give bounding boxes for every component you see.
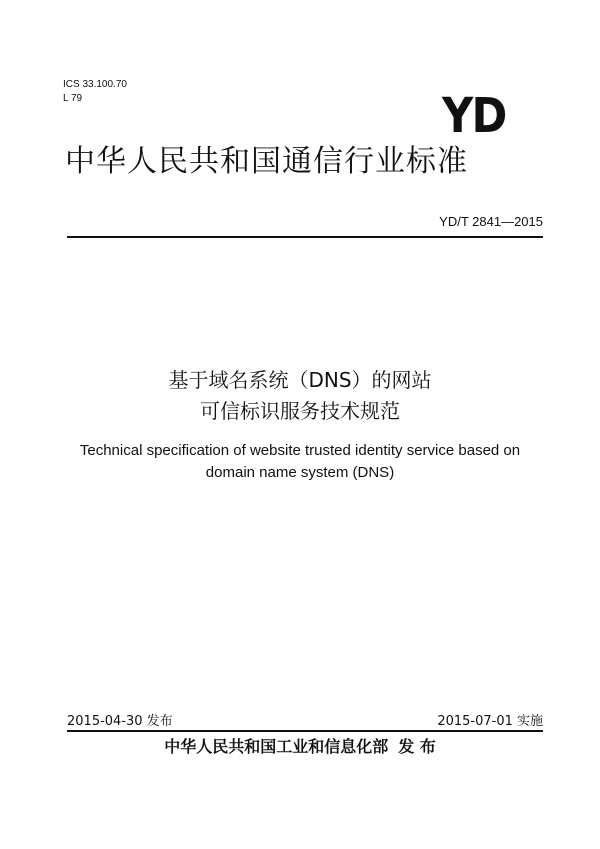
yd-logo: YD bbox=[442, 88, 506, 144]
standard-number: YD/T 2841—2015 bbox=[439, 214, 543, 229]
chinese-title-line-1: 基于域名系统（DNS）的网站 bbox=[168, 368, 432, 392]
bottom-divider bbox=[67, 730, 543, 732]
standard-category-title: 中华人民共和国通信行业标准 bbox=[65, 144, 468, 179]
publisher-name: 中华人民共和国工业和信息化部 bbox=[164, 737, 389, 756]
ics-code: ICS 33.100.70 bbox=[63, 79, 127, 90]
publisher-line bbox=[0, 736, 600, 758]
chinese-title-line-2: 可信标识服务技术规范 bbox=[200, 399, 400, 423]
classification-codes bbox=[63, 78, 127, 106]
english-title-line-2: domain name system (DNS) bbox=[205, 464, 395, 481]
ccs-code: L 79 bbox=[63, 93, 83, 104]
publisher-suffix: 发 布 bbox=[398, 737, 436, 756]
issue-date: 2015-04-30 发布 bbox=[67, 714, 173, 729]
english-title-line-1: Technical specification of website trusted identity service based on bbox=[79, 442, 521, 459]
top-divider bbox=[67, 236, 543, 238]
implementation-date: 2015-07-01 实施 bbox=[437, 714, 543, 729]
